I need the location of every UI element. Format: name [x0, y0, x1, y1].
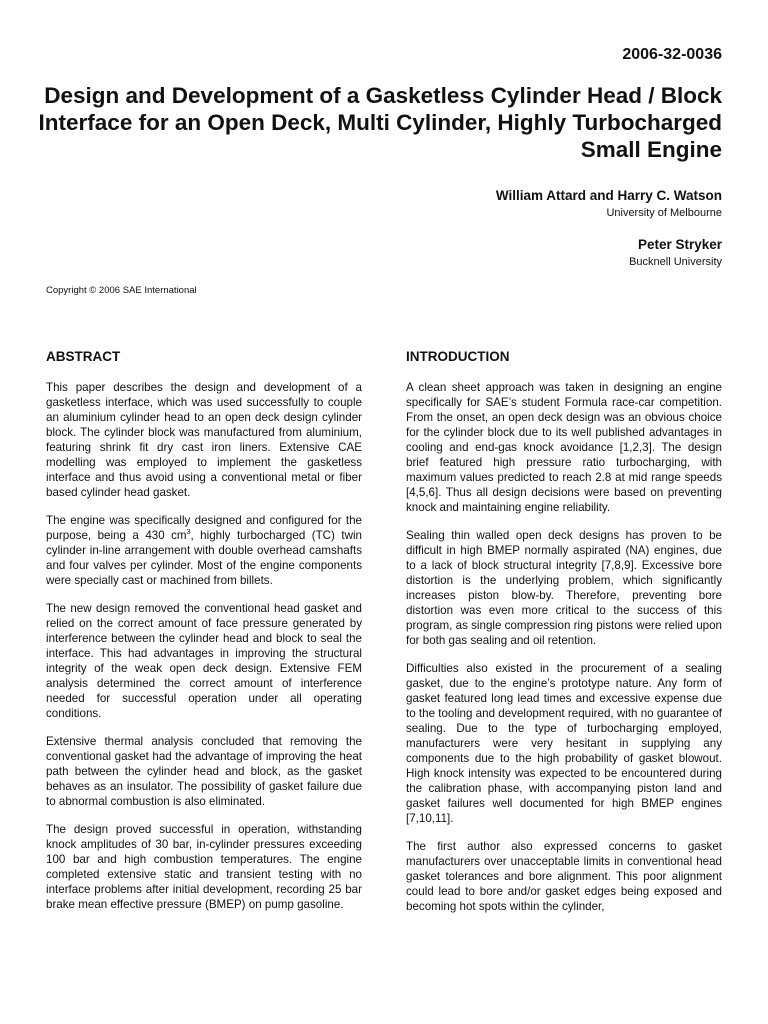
- abstract-heading: ABSTRACT: [46, 349, 121, 364]
- author-block: [496, 188, 722, 269]
- introduction-paragraph-2: Sealing thin walled open deck designs has proven to be difficult in high BMEP normally aspirated (NA) engines, due to a lack of block structural integrity [7,8,9]. Excessive bore distortion is the underlying problem, which significantly increases piston blow-by. Therefore, preventing bore distortion was even more critical to the success of this program, as single compression ring pistons were relied upon for both gas sealing and oil retention.: [406, 529, 722, 647]
- affiliation-2: Bucknell University: [629, 256, 722, 268]
- affiliation-1: University of Melbourne: [606, 207, 722, 219]
- abstract-column: [46, 349, 362, 925]
- abstract-p2-text-a: The engine was specifically designed and configured for the purpose, being a 430 cm: [46, 514, 362, 542]
- author-names-1: William Attard and Harry C. Watson: [495, 188, 722, 203]
- abstract-p2-text-b: , highly turbocharged (TC) twin cylinder in-line arrangement with double overhead camshafts and four valves per cylinder. Most of the engine components were specially cast or machined from billets.: [46, 529, 362, 587]
- abstract-paragraph-3: The new design removed the conventional head gasket and relied on the correct amount of face pressure generated by interference between the cylinder head and block to seal the interface. This had advantages in improving the structural integrity of the weak open deck design. Extensive FEM analysis determined the correct amount of interference needed for successful operation under all operating conditions.: [46, 602, 362, 720]
- introduction-paragraph-3: Difficulties also existed in the procurement of a sealing gasket, due to the engine’s prototype nature. Any form of gasket featured long lead times and excessive expense due to the tooling and development required, with no guarantee of sealing. Due to the type of turbocharging employed, manufacturers were very hesitant in supplying any components due to the high probability of gasket blowout. High knock intensity was expected to be encountered during the calibration phase, with accompanying piston land and gasket failures well documented for high BMEP engines [7,10,11].: [406, 662, 722, 825]
- paper-title: Design and Development of a Gasketless Cylinder Head / Block Interface for an Open Deck, Multi Cylinder, Highly Turbocharged Small Engine: [38, 83, 722, 162]
- paper-id: 2006-32-0036: [622, 46, 722, 63]
- abstract-paragraph-4: Extensive thermal analysis concluded that removing the conventional gasket had the advantage of improving the heat path between the cylinder head and block, as the gasket behaves as an insulator. The possibility of gasket failure due to abnormal combustion is also eliminated.: [46, 735, 362, 808]
- introduction-column: [406, 349, 722, 927]
- copyright-notice: Copyright © 2006 SAE International: [46, 285, 197, 296]
- introduction-paragraph-1: A clean sheet approach was taken in designing an engine specifically for SAE’s student Formula race-car competition. From the onset, an open deck design was an obvious choice for the cylinder block due to its well published advantages in cooling and end-gas knock avoidance [1,2,3]. The design brief featured high pressure ratio turbocharging, with maximum values predicted to reach 2.8 at mid range speeds [4,5,6]. Thus all design decisions were based on preventing knock and maintaining engine reliability.: [406, 381, 722, 514]
- introduction-paragraph-4: The first author also expressed concerns to gasket manufacturers over unacceptable limits in conventional head gasket tolerances and bore alignment. This poor alignment could lead to bore and/or gasket edges being exposed and becoming hot spots within the cylinder,: [406, 840, 722, 913]
- abstract-paragraph-2: [46, 513, 362, 588]
- introduction-heading: INTRODUCTION: [406, 349, 510, 364]
- abstract-paragraph-1: This paper describes the design and development of a gasketless interface, which was used successfully to couple an aluminium cylinder head to an open deck design cylinder block. The cylinder block was manufactured from aluminium, featuring shrink fit dry cast iron liners. Extensive CAE modelling was employed to implement the gasketless interface and thus avoid using a conventional metal or fiber based cylinder head gasket.: [46, 381, 362, 499]
- abstract-paragraph-5: The design proved successful in operation, withstanding knock amplitudes of 30 bar, in-cylinder pressures exceeding 100 bar and high combustion temperatures. The engine completed extensive static and transient testing with no interface problems after initial development, recording 25 bar brake mean effective pressure (BMEP) on pump gasoline.: [46, 823, 362, 911]
- abstract-p2-superscript: 3: [186, 529, 191, 537]
- author-names-2: Peter Stryker: [637, 237, 722, 252]
